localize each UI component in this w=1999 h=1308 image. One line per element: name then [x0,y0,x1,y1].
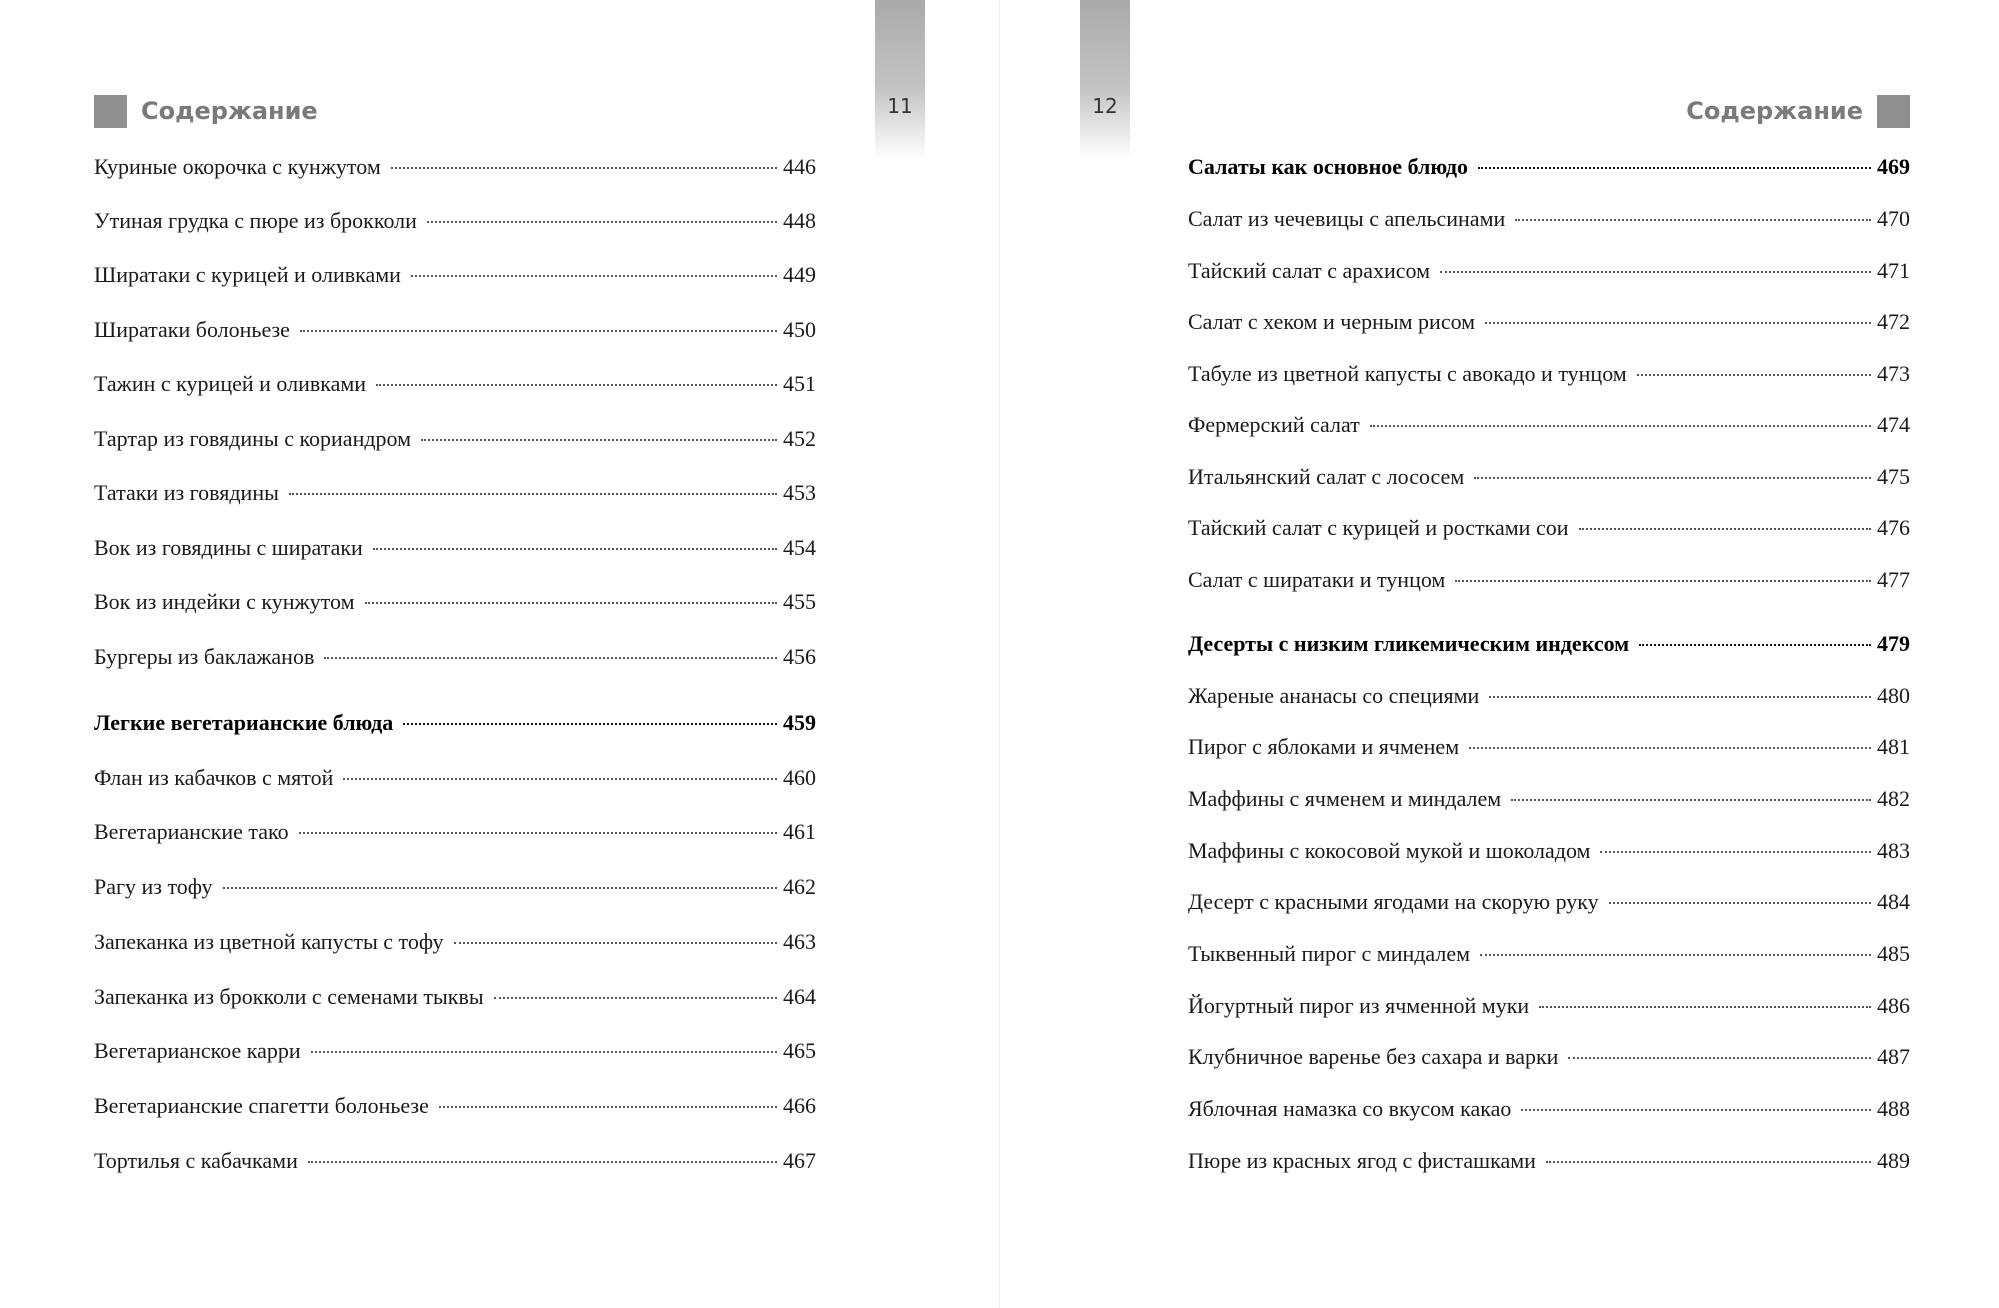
dot-leader [1478,167,1871,169]
right-header-title: Содержание [1686,97,1863,125]
right-page-number: 12 [1092,94,1118,118]
toc-entry[interactable]: Ширатаки с курицей и оливками 449 [94,262,816,287]
dot-leader [1546,1161,1871,1163]
left-toc-list [94,0,816,1308]
left-page-number: 11 [887,94,913,118]
dot-leader [1440,271,1871,273]
dot-leader [439,1106,777,1108]
toc-section-heading[interactable]: Салаты как основное блюдо 469 [1188,154,1910,179]
dot-leader [403,723,777,725]
toc-entry[interactable]: Маффины с ячменем и миндалем 482 [1188,786,1910,811]
dot-leader [1511,799,1871,801]
toc-entry[interactable]: Фермерский салат 474 [1188,412,1910,437]
toc-entry[interactable]: Салат с хеком и черным рисом 472 [1188,309,1910,334]
dot-leader [454,942,777,944]
dot-leader [1485,322,1871,324]
dot-leader [391,167,777,169]
toc-entry[interactable]: Тажин с курицей и оливками 451 [94,371,816,396]
toc-section-heading[interactable]: Легкие вегетарианские блюда 459 [94,710,816,735]
toc-entry[interactable]: Жареные ананасы со специями 480 [1188,683,1910,708]
toc-entry[interactable]: Тартар из говядины с кориандром 452 [94,426,816,451]
toc-entry[interactable]: Тортилья с кабачками 467 [94,1148,816,1173]
dot-leader [1455,580,1871,582]
dot-leader [1480,954,1871,956]
dot-leader [289,493,777,495]
toc-entry[interactable]: Яблочная намазка со вкусом какао 488 [1188,1096,1910,1121]
toc-entry[interactable]: Татаки из говядины 453 [94,480,816,505]
dot-leader [299,832,777,834]
toc-entry[interactable]: Маффины с кокосовой мукой и шоколадом 483 [1188,838,1910,863]
dot-leader [365,602,777,604]
toc-entry[interactable]: Бургеры из баклажанов 456 [94,644,816,669]
toc-entry[interactable]: Салат из чечевицы с апельсинами 470 [1188,206,1910,231]
toc-entry[interactable]: Вегетарианское карри 465 [94,1038,816,1063]
dot-leader [1639,644,1871,646]
dot-leader [223,887,777,889]
page-gutter [999,0,1000,1308]
toc-entry[interactable]: Пюре из красных ягод с фисташками 489 [1188,1148,1910,1173]
dot-leader [1370,425,1871,427]
dot-leader [311,1051,777,1053]
toc-entry[interactable]: Утиная грудка с пюре из брокколи 448 [94,208,816,233]
toc-entry[interactable]: Запеканка из брокколи с семенами тыквы 464 [94,984,816,1009]
toc-entry[interactable]: Рагу из тофу 462 [94,874,816,899]
toc-entry[interactable]: Ширатаки болоньезе 450 [94,317,816,342]
dot-leader [494,997,777,999]
toc-entry[interactable]: Салат с ширатаки и тунцом 477 [1188,567,1910,592]
dot-leader [1515,219,1871,221]
right-toc-list [1188,0,1910,1308]
dot-leader [427,221,777,223]
dot-leader [1469,747,1871,749]
toc-entry[interactable]: Клубничное варенье без сахара и варки 487 [1188,1044,1910,1069]
dot-leader [1489,696,1871,698]
dot-leader [373,548,777,550]
dot-leader [1600,851,1871,853]
toc-entry[interactable]: Вегетарианские спагетти болоньезе 466 [94,1093,816,1118]
left-page-tab [875,0,925,160]
toc-section-heading[interactable]: Десерты с низким гликемическим индексом 479 [1188,631,1910,656]
right-page-tab [1080,0,1130,160]
toc-entry[interactable]: Тайский салат с арахисом 471 [1188,258,1910,283]
dot-leader [300,330,777,332]
toc-entry[interactable]: Десерт с красными ягодами на скорую руку 484 [1188,889,1910,914]
dot-leader [1579,528,1872,530]
toc-entry[interactable]: Йогуртный пирог из ячменной муки 486 [1188,993,1910,1018]
toc-entry[interactable]: Вегетарианские тако 461 [94,819,816,844]
toc-entry[interactable]: Итальянский салат с лососем 475 [1188,464,1910,489]
dot-leader [1474,477,1871,479]
left-header-title: Содержание [141,97,318,125]
toc-entry[interactable]: Тыквенный пирог с миндалем 485 [1188,941,1910,966]
dot-leader [1539,1006,1871,1008]
dot-leader [411,275,777,277]
dot-leader [343,778,777,780]
toc-entry[interactable]: Вок из говядины с ширатаки 454 [94,535,816,560]
dot-leader [376,384,777,386]
dot-leader [324,657,777,659]
toc-entry[interactable]: Куриные окорочка с кунжутом 446 [94,154,816,179]
dot-leader [1521,1109,1871,1111]
toc-entry[interactable]: Запеканка из цветной капусты с тофу 463 [94,929,816,954]
dot-leader [1609,902,1871,904]
toc-entry[interactable]: Пирог с яблоками и ячменем 481 [1188,734,1910,759]
toc-entry[interactable]: Вок из индейки с кунжутом 455 [94,589,816,614]
dot-leader [308,1161,777,1163]
toc-entry[interactable]: Тайский салат с курицей и ростками сои 476 [1188,515,1910,540]
dot-leader [1568,1057,1871,1059]
toc-entry[interactable]: Флан из кабачков с мятой 460 [94,765,816,790]
dot-leader [421,439,777,441]
toc-entry[interactable]: Табуле из цветной капусты с авокадо и тунцом 473 [1188,361,1910,386]
dot-leader [1637,374,1871,376]
